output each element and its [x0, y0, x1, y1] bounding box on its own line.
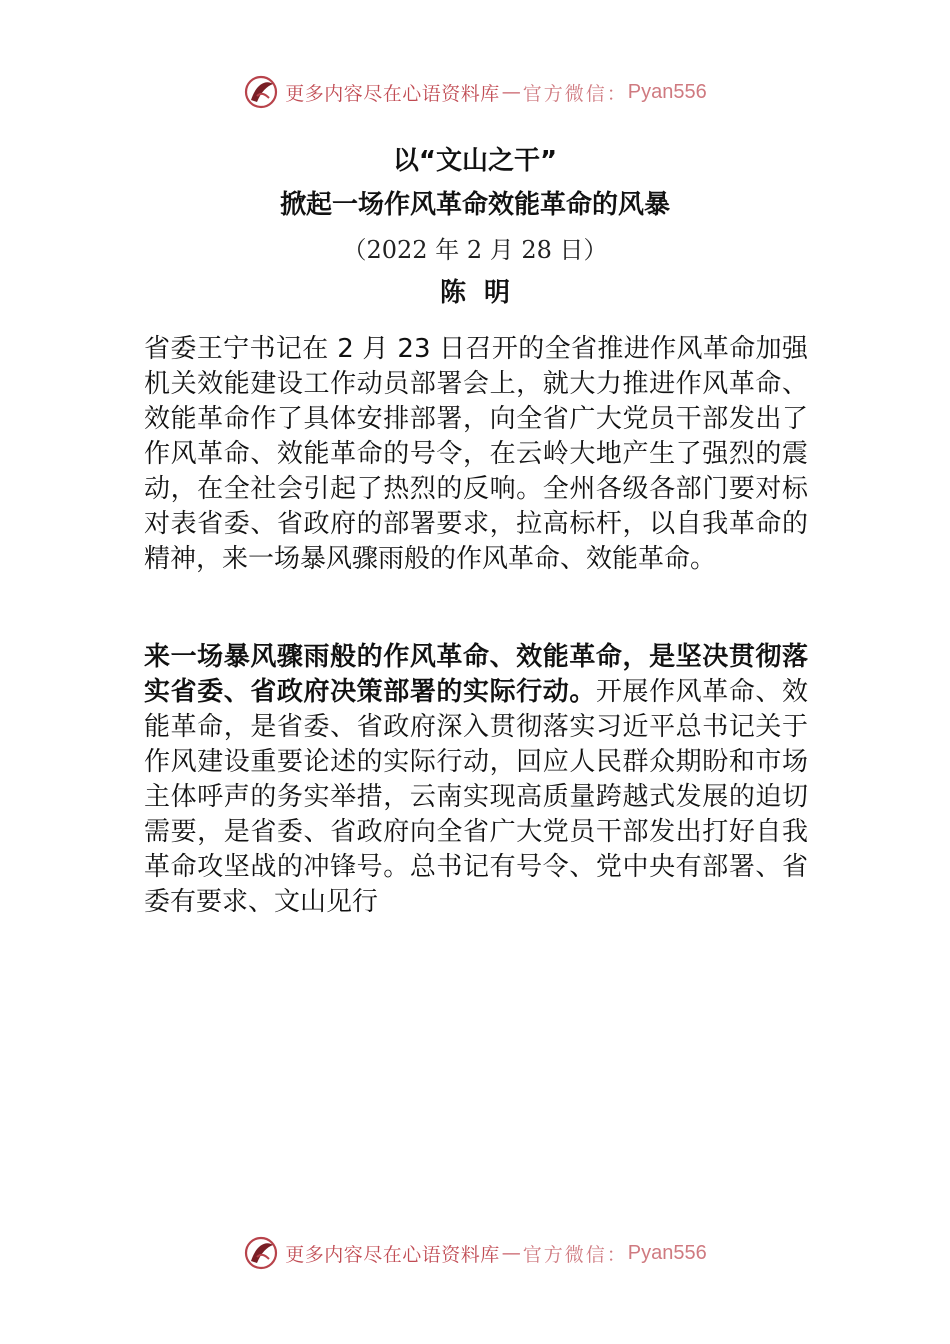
- watermark-wechat-id: Pyan556: [627, 1241, 707, 1264]
- footer-watermark: [0, 1233, 950, 1273]
- watermark-separator: —: [501, 81, 521, 103]
- paragraph-2-lead: 来一场暴风骤雨般的作风革命、效能革命，是坚决贯彻落实省委、省政府决策部署的实际行动。: [144, 642, 808, 707]
- logo-icon: [243, 1235, 279, 1271]
- watermark-wechat-id: Pyan556: [627, 80, 707, 103]
- document-title-line2: 掀起一场作风革命效能革命的风暴: [279, 190, 670, 220]
- watermark-side-text: 官方微信：: [522, 82, 628, 105]
- header-watermark: [0, 72, 950, 112]
- watermark-side-text: 官方微信：: [522, 1243, 628, 1266]
- watermark-main-text: 更多内容尽在心语资料库: [285, 1243, 500, 1266]
- watermark-separator: —: [501, 1242, 521, 1264]
- document-author: 陈明: [439, 278, 528, 308]
- document-title-line1: 以“文山之干”: [392, 146, 558, 176]
- document-date: （2022 年 2 月 28 日）: [342, 236, 608, 264]
- watermark-main-text: 更多内容尽在心语资料库: [285, 82, 500, 105]
- paragraph-1: 省委王宁书记在 2 月 23 日召开的全省推进作风革命加强机关效能建设工作动员部署会上，就大力推进作风革命、效能革命作了具体安排部署，向全省广大党员干部发出了作风革命、效能革命的号令，在云岭大地产生了强烈的震动，在全社会引起了热烈的反响。全州各级各部门要对标对表省委、省政府的部署要求，拉高标杆，以自我革命的精神，来一场暴风骤雨般的作风革命、效能革命。: [144, 334, 808, 574]
- paragraph-2: [144, 640, 808, 920]
- paragraph-2-rest: 开展作风革命、效能革命，是省委、省政府深入贯彻落实习近平总书记关于作风建设重要论述的实际行动，回应人民群众期盼和市场主体呼声的务实举措，云南实现高质量跨越式发展的迫切需要，是省委、省政府向全省广大党员干部发出打好自我革命攻坚战的冲锋号。总书记有号令、党中央有部署、省委有要求、文山见行: [144, 677, 808, 917]
- logo-icon: [243, 74, 279, 110]
